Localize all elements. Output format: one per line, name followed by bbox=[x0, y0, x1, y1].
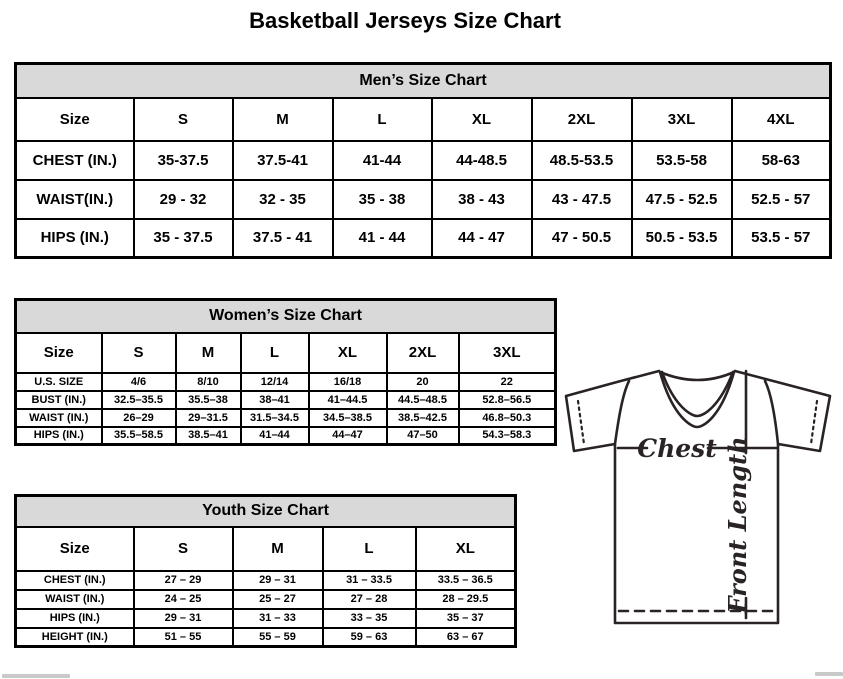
column-header-row bbox=[16, 98, 831, 141]
size-value: 53.5 - 57 bbox=[732, 219, 831, 258]
size-value: 32 - 35 bbox=[233, 180, 333, 219]
size-value: 26–29 bbox=[102, 409, 176, 427]
size-value: 50.5 - 53.5 bbox=[632, 219, 732, 258]
right-cuff-stitch bbox=[811, 401, 817, 444]
size-value: 44-48.5 bbox=[432, 141, 532, 180]
row-label: U.S. SIZE bbox=[16, 373, 102, 391]
size-value: 41 - 44 bbox=[333, 219, 432, 258]
size-value: 41–44 bbox=[241, 427, 309, 445]
size-value: 44–47 bbox=[309, 427, 387, 445]
column-header: 3XL bbox=[632, 98, 732, 141]
size-value: 35.5–38 bbox=[176, 391, 241, 409]
right-armhole-seam bbox=[765, 381, 778, 444]
collar-inner-v bbox=[662, 372, 733, 416]
mens-chart-title: Men’s Size Chart bbox=[16, 64, 831, 98]
size-value: 44 - 47 bbox=[432, 219, 532, 258]
size-row bbox=[16, 409, 556, 427]
size-row bbox=[16, 180, 831, 219]
mens-size-chart-table bbox=[14, 62, 832, 259]
size-row bbox=[16, 571, 516, 590]
row-label: HIPS (IN.) bbox=[16, 219, 134, 258]
size-value: 31 – 33 bbox=[233, 609, 323, 628]
column-header: 2XL bbox=[387, 333, 459, 373]
chest-label: Chest bbox=[637, 434, 717, 463]
row-label: BUST (IN.) bbox=[16, 391, 102, 409]
column-header: M bbox=[233, 98, 333, 141]
size-value: 59 – 63 bbox=[323, 628, 416, 647]
left-cuff-stitch bbox=[578, 401, 584, 444]
size-value: 29–31.5 bbox=[176, 409, 241, 427]
column-header-row bbox=[16, 333, 556, 373]
collar-back-arc bbox=[660, 372, 734, 380]
size-value: 28 – 29.5 bbox=[416, 590, 516, 609]
size-value: 47.5 - 52.5 bbox=[632, 180, 732, 219]
size-row bbox=[16, 590, 516, 609]
row-label: WAIST (IN.) bbox=[16, 409, 102, 427]
row-label: WAIST(IN.) bbox=[16, 180, 134, 219]
column-header: XL bbox=[432, 98, 532, 141]
size-value: 33 – 35 bbox=[323, 609, 416, 628]
column-header: L bbox=[323, 527, 416, 571]
column-header: S bbox=[102, 333, 176, 373]
size-value: 51 – 55 bbox=[134, 628, 233, 647]
size-value: 54.3–58.3 bbox=[459, 427, 556, 445]
jersey-outline bbox=[566, 371, 830, 623]
size-value: 38.5–42.5 bbox=[387, 409, 459, 427]
column-header: 3XL bbox=[459, 333, 556, 373]
size-row bbox=[16, 391, 556, 409]
youth-chart-title: Youth Size Chart bbox=[16, 496, 516, 527]
size-row bbox=[16, 427, 556, 445]
column-header: 4XL bbox=[732, 98, 831, 141]
size-value: 25 – 27 bbox=[233, 590, 323, 609]
column-header: S bbox=[134, 98, 233, 141]
column-header: Size bbox=[16, 98, 134, 141]
page-title: Basketball Jerseys Size Chart bbox=[249, 8, 561, 33]
row-label: HIPS (IN.) bbox=[16, 427, 102, 445]
size-value: 48.5-53.5 bbox=[532, 141, 632, 180]
horizontal-scrollbar-thumb[interactable] bbox=[2, 674, 70, 678]
row-label: HIPS (IN.) bbox=[16, 609, 134, 628]
jersey-diagram bbox=[556, 360, 843, 665]
size-value: 12/14 bbox=[241, 373, 309, 391]
size-value: 37.5 - 41 bbox=[233, 219, 333, 258]
size-value: 33.5 – 36.5 bbox=[416, 571, 516, 590]
size-value: 63 – 67 bbox=[416, 628, 516, 647]
size-value: 55 – 59 bbox=[233, 628, 323, 647]
column-header: L bbox=[333, 98, 432, 141]
column-header: Size bbox=[16, 333, 102, 373]
row-label: HEIGHT (IN.) bbox=[16, 628, 134, 647]
size-value: 34.5–38.5 bbox=[309, 409, 387, 427]
size-row bbox=[16, 609, 516, 628]
column-header: M bbox=[233, 527, 323, 571]
size-value: 46.8–50.3 bbox=[459, 409, 556, 427]
size-value: 35-37.5 bbox=[134, 141, 233, 180]
womens-chart-title: Women’s Size Chart bbox=[16, 300, 556, 333]
size-value: 38–41 bbox=[241, 391, 309, 409]
table-caption-row bbox=[16, 300, 556, 333]
size-value: 22 bbox=[459, 373, 556, 391]
column-header: L bbox=[241, 333, 309, 373]
table-caption-row bbox=[16, 64, 831, 98]
size-value: 29 – 31 bbox=[233, 571, 323, 590]
size-value: 47 - 50.5 bbox=[532, 219, 632, 258]
size-row bbox=[16, 219, 831, 258]
size-value: 53.5-58 bbox=[632, 141, 732, 180]
size-value: 35 - 37.5 bbox=[134, 219, 233, 258]
column-header: Size bbox=[16, 527, 134, 571]
size-row bbox=[16, 628, 516, 647]
womens-size-chart-table bbox=[14, 298, 557, 446]
size-value: 24 – 25 bbox=[134, 590, 233, 609]
youth-size-chart-table bbox=[14, 494, 517, 648]
size-value: 35 – 37 bbox=[416, 609, 516, 628]
size-value: 58-63 bbox=[732, 141, 831, 180]
size-value: 32.5–35.5 bbox=[102, 391, 176, 409]
horizontal-scrollbar-thumb[interactable] bbox=[815, 672, 843, 676]
column-header: M bbox=[176, 333, 241, 373]
size-value: 41–44.5 bbox=[309, 391, 387, 409]
size-value: 52.8–56.5 bbox=[459, 391, 556, 409]
size-value: 27 – 28 bbox=[323, 590, 416, 609]
size-value: 8/10 bbox=[176, 373, 241, 391]
left-armhole-seam bbox=[615, 381, 629, 444]
size-value: 43 - 47.5 bbox=[532, 180, 632, 219]
size-row bbox=[16, 373, 556, 391]
column-header: S bbox=[134, 527, 233, 571]
size-value: 37.5-41 bbox=[233, 141, 333, 180]
column-header: XL bbox=[309, 333, 387, 373]
column-header: 2XL bbox=[532, 98, 632, 141]
size-value: 52.5 - 57 bbox=[732, 180, 831, 219]
size-value: 38.5–41 bbox=[176, 427, 241, 445]
row-label: WAIST (IN.) bbox=[16, 590, 134, 609]
size-value: 35.5–58.5 bbox=[102, 427, 176, 445]
front-length-label: Front Length bbox=[723, 436, 752, 614]
size-value: 44.5–48.5 bbox=[387, 391, 459, 409]
column-header: XL bbox=[416, 527, 516, 571]
size-value: 29 – 31 bbox=[134, 609, 233, 628]
row-label: CHEST (IN.) bbox=[16, 571, 134, 590]
size-value: 38 - 43 bbox=[432, 180, 532, 219]
row-label: CHEST (IN.) bbox=[16, 141, 134, 180]
column-header-row bbox=[16, 527, 516, 571]
size-value: 16/18 bbox=[309, 373, 387, 391]
size-value: 31 – 33.5 bbox=[323, 571, 416, 590]
size-value: 41-44 bbox=[333, 141, 432, 180]
size-value: 29 - 32 bbox=[134, 180, 233, 219]
size-value: 27 – 29 bbox=[134, 571, 233, 590]
size-value: 4/6 bbox=[102, 373, 176, 391]
size-value: 35 - 38 bbox=[333, 180, 432, 219]
size-value: 31.5–34.5 bbox=[241, 409, 309, 427]
table-caption-row bbox=[16, 496, 516, 527]
size-value: 47–50 bbox=[387, 427, 459, 445]
size-value: 20 bbox=[387, 373, 459, 391]
size-row bbox=[16, 141, 831, 180]
